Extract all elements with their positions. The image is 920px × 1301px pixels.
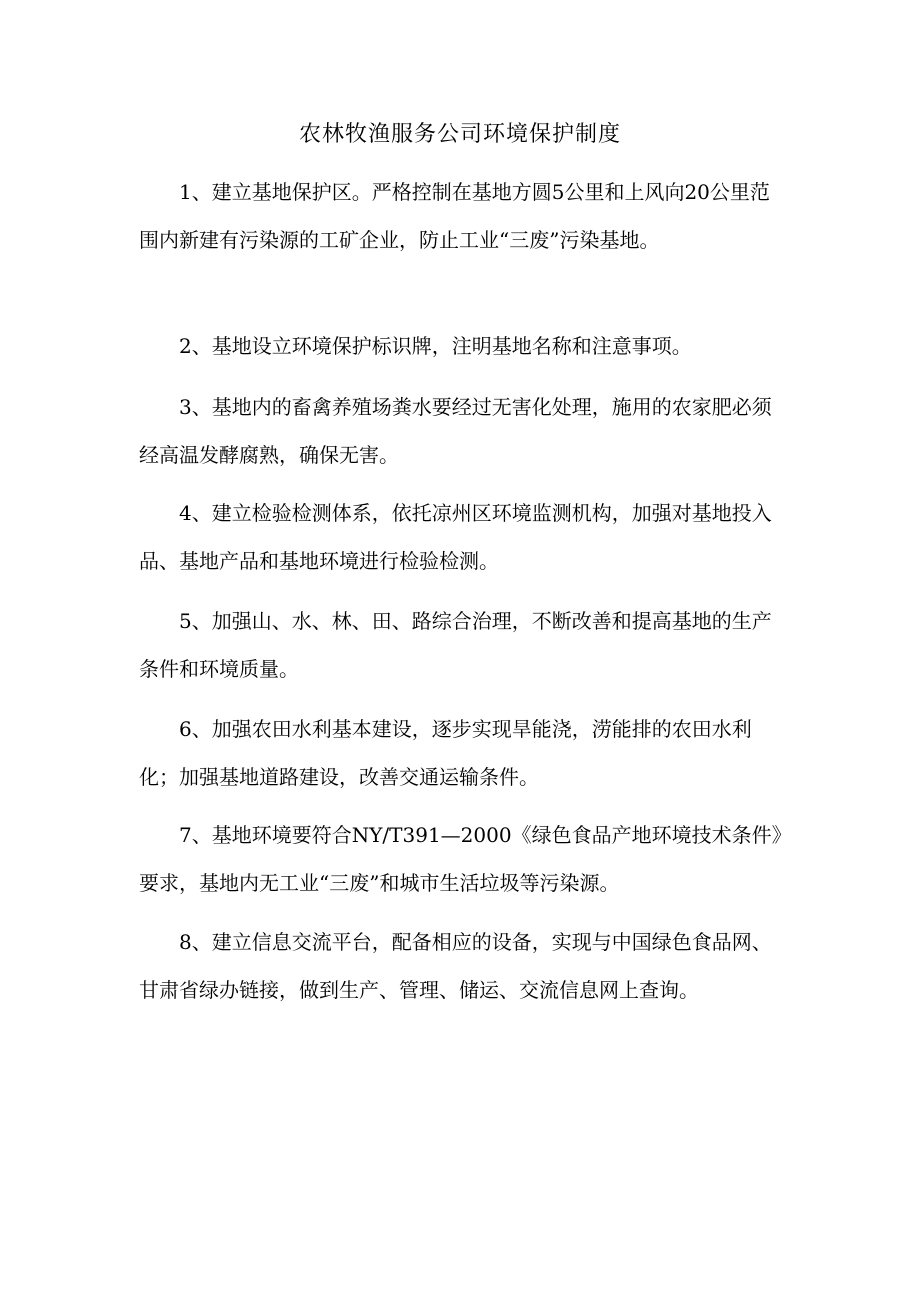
paragraph-3: 3、基地内的畜禽养殖场粪水要经过无害化处理，施用的农家肥必须经高温发酵腐熟，确保无害。 [139,395,772,467]
paragraph-6: 6、加强农田水利基本建设，逐步实现旱能浇，涝能排的农田水利化；加强基地道路建设，改善交通运输条件。 [139,717,752,789]
document-title: 农林牧渔服务公司环境保护制度 [298,122,621,147]
paragraph-5: 5、加强山、水、林、田、路综合治理，不断改善和提高基地的生产条件和环境质量。 [139,609,772,681]
paragraph-8: 8、建立信息交流平台，配备相应的设备，实现与中国绿色食品网、甘肃省绿办链接，做到生产、管理、储运、交流信息网上查询。 [139,930,772,1002]
paragraph-7: 7、基地环境要符合NY/T391—2000《绿色食品产地环境技术条件》要求，基地内无工业“三废”和城市生活垃圾等污染源。 [139,823,782,895]
paragraph-2: 2、基地设立环境保护标识牌，注明基地名称和注意事项。 [179,334,692,358]
paragraph-1: 1、建立基地保护区。严格控制在基地方圆5公里和上风向20公里范围内新建有污染源的工矿企业，防止工业“三废”污染基地。 [139,180,770,252]
paragraph-4: 4、建立检验检测体系，依托凉州区环境监测机构，加强对基地投入品、基地产品和基地环境进行检验检测。 [139,501,772,573]
